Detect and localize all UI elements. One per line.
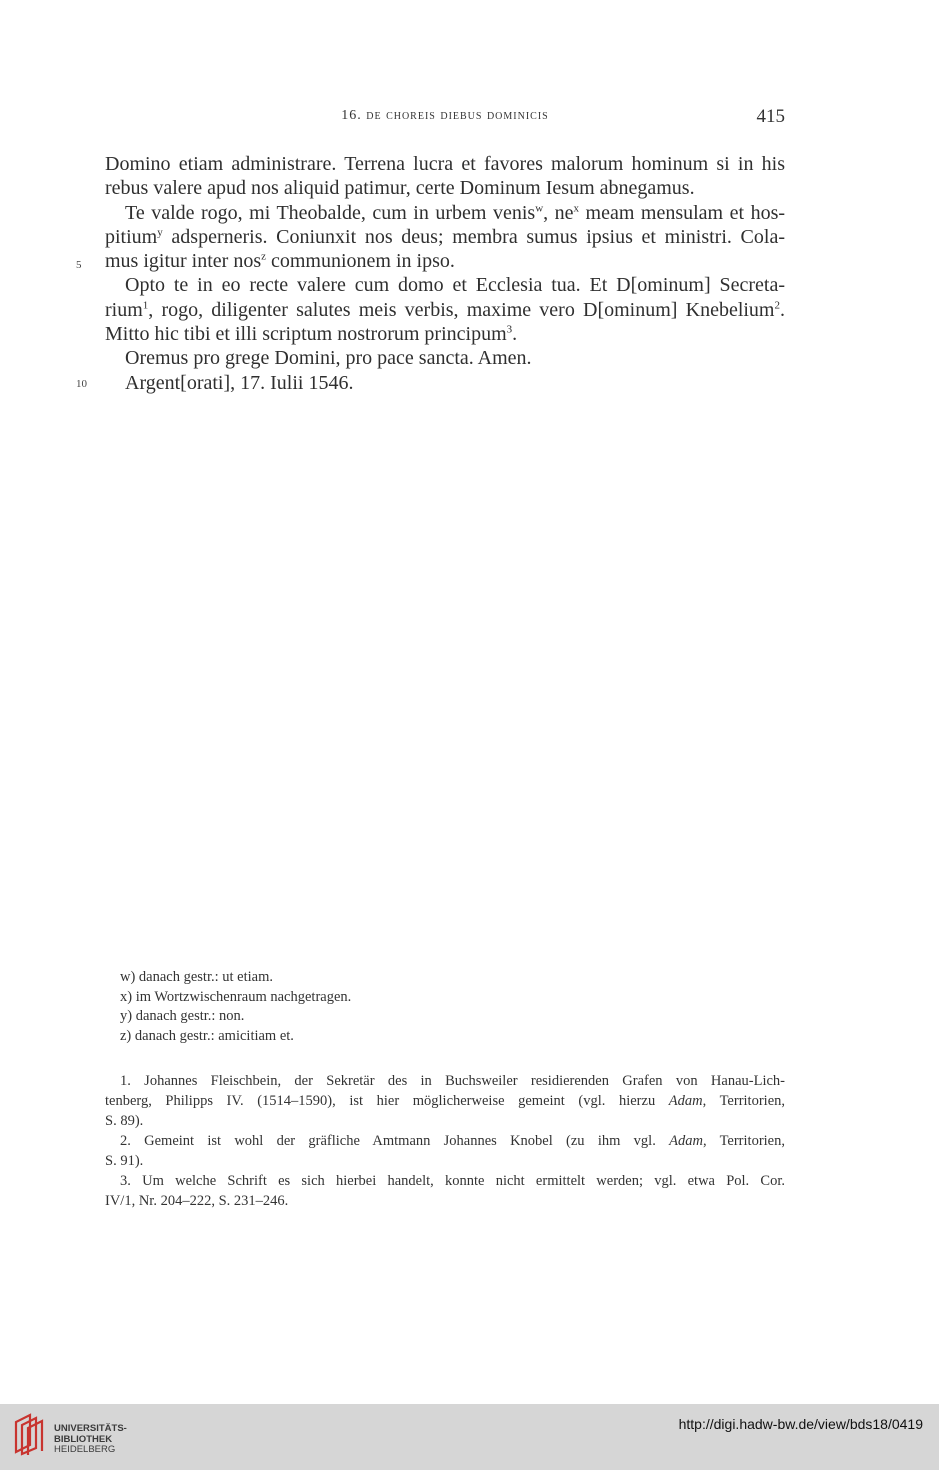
- text-line: Oremus pro grege Domini, pro pace sancta. Amen.: [125, 347, 532, 370]
- text-line: mus igitur inter nos$^z$ communionem in ipso.: [105, 250, 455, 273]
- library-logo[interactable]: [10, 1412, 130, 1460]
- main-text: [105, 152, 785, 395]
- note-line: S. 89).: [105, 1113, 144, 1129]
- note-marker: w: [535, 201, 544, 214]
- text-note: z) danach gestr.: amicitiam et.: [120, 1028, 294, 1045]
- page-number: 415: [756, 106, 785, 127]
- text-line: Te valde rogo, mi Theobalde, cum in urbem venis$^w$, $ne^x$ meam mensulam et hos-: [125, 201, 786, 224]
- text-note: w) danach gestr.: ut etiam.: [120, 969, 274, 985]
- permalink-url[interactable]: http://digi.hadw-bw.de/view/bds18/0419: [678, 1416, 923, 1432]
- line-number: 10: [76, 378, 87, 390]
- note-marker: x: [573, 201, 580, 214]
- note-line: IV/1, Nr. 204–222, S. 231–246.: [105, 1193, 289, 1209]
- note-marker: y: [157, 226, 163, 239]
- running-head: [105, 108, 785, 132]
- footnote-marker: 2: [774, 299, 780, 312]
- note-line: 2. Gemeint ist wohl der gräfliche Amtmann Johannes Knobel (zu ihm vgl. Adam, Territorien,: [120, 1133, 785, 1149]
- footnote-marker: 1: [142, 299, 149, 312]
- text-line: Opto te in eo recte valere cum domo et Ecclesia tua. Et D[ominum] Secreta-: [125, 274, 785, 297]
- footnote-marker: 3: [506, 323, 513, 336]
- library-logo-icon: [10, 1412, 50, 1456]
- note-marker: z: [261, 250, 266, 263]
- text-line: Domino etiam administrare. Terrena lucra et favores malorum hominum si in his: [105, 153, 785, 175]
- text-line: pitium$^y$ adsperneris. Coniunxit nos deus; membra sumus ipsius et ministri. Cola-: [105, 225, 785, 248]
- text-note: x) im Wortzwischenraum nachgetragen.: [120, 988, 352, 1005]
- running-title: 16. de choreis diebus dominicis: [341, 108, 549, 123]
- note-line: 1. Johannes Fleischbein, der Sekretär des in Buchsweiler residierenden Grafen von Hanau-Lich-: [120, 1073, 785, 1089]
- text-line: Mitto hic tibi et illi scriptum nostrorum principum$^3$.: [105, 323, 518, 346]
- note-line: 3. Um welche Schrift es sich hierbei handelt, konnte nicht ermittelt werden; vgl. etwa Pol. Cor.: [120, 1173, 785, 1189]
- note-line: S. 91).: [105, 1153, 144, 1169]
- text-critical-notes: [120, 968, 785, 1047]
- text-line: Argent[orati], 17. Iulii 1546.: [125, 371, 354, 394]
- note-line: tenberg, Philipps IV. (1514–1590), ist hier möglicherweise gemeint (vgl. hierzu Adam, Territorien,: [105, 1093, 786, 1109]
- commentary-note-1: [105, 1071, 785, 1131]
- author-name: Adam: [669, 1133, 703, 1149]
- commentary-notes: [105, 1071, 785, 1211]
- commentary-note-3: [105, 1171, 785, 1211]
- text-line: rebus valere apud nos aliquid patimur, certe Dominum Iesum abnegamus.: [105, 177, 695, 200]
- author-name: Adam: [668, 1093, 703, 1109]
- text-line: rium$^1$, rogo, diligenter salutes meis verbis, maxime vero D[ominum] Knebelium$^2$.: [105, 298, 785, 321]
- line-number: 5: [76, 259, 82, 271]
- commentary-note-2: [105, 1131, 785, 1171]
- text-note: y) danach gestr.: non.: [120, 1008, 245, 1025]
- library-logo-text: UNIVERSITÄTS- BIBLIOTHEK HEIDELBERG: [54, 1423, 127, 1455]
- footer-bar: [0, 1404, 939, 1470]
